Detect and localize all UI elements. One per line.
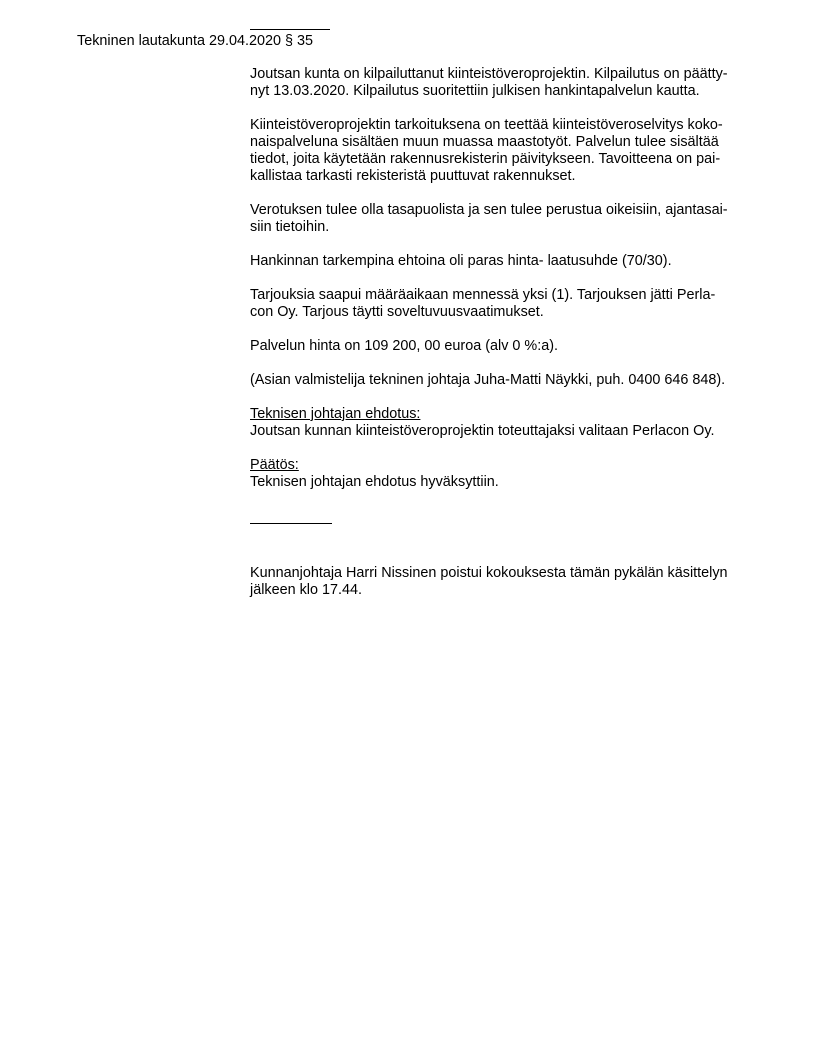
text-line: naispalveluna sisältäen muun muassa maastotyöt. Palvelun tulee sisältää (250, 134, 719, 150)
paragraph-purpose (250, 117, 750, 185)
text-line: Palvelun hinta on 109 200, 00 euroa (alv 0 %:a). (250, 338, 559, 354)
text-line: kallistaa tarkasti rekisteristä puuttuvat rakennukset. (250, 168, 576, 184)
paragraph-terms (250, 253, 750, 270)
proposal-section (250, 406, 750, 440)
paragraph-price (250, 338, 750, 355)
text-line: tiedot, joita käytetään rakennusrekisterin päivitykseen. Tavoitteena on pai- (250, 151, 721, 167)
text-line: Kunnanjohtaja Harri Nissinen poistui kokouksesta tämän pykälän käsittelyn (250, 565, 728, 581)
text-line: Tarjouksia saapui määräaikaan mennessä yksi (1). Tarjouksen jätti Perla- (250, 287, 716, 303)
text-line: Hankinnan tarkempina ehtoina oli paras hinta- laatusuhde (70/30). (250, 253, 672, 269)
paragraph-competition (250, 66, 750, 100)
document-body (250, 66, 750, 598)
text-line: nyt 13.03.2020. Kilpailutus suoritettiin julkisen hankintapalvelun kautta. (250, 83, 700, 99)
text-line: Joutsan kunta on kilpailuttanut kiinteistöveroprojektin. Kilpailutus on päätty- (250, 66, 728, 82)
text-line: (Asian valmistelija tekninen johtaja Juha-Matti Näykki, puh. 0400 646 848). (250, 372, 726, 388)
decision-section (250, 457, 750, 491)
proposal-text: Joutsan kunnan kiinteistöveroprojektin toteuttajaksi valitaan Perlacon Oy. (250, 423, 715, 439)
decision-heading: Päätös: (250, 457, 299, 473)
text-line: jälkeen klo 17.44. (250, 582, 363, 598)
text-line: Verotuksen tulee olla tasapuolista ja sen tulee perustua oikeisiin, ajantasai- (250, 202, 728, 218)
text-line: Kiinteistöveroprojektin tarkoituksena on teettää kiinteistöveroselvitys koko- (250, 117, 723, 133)
proposal-heading: Teknisen johtajan ehdotus: (250, 406, 421, 422)
paragraph-offers (250, 287, 750, 321)
header-rule (250, 29, 330, 30)
paragraph-taxation (250, 202, 750, 236)
paragraph-note (250, 565, 750, 599)
paragraph-preparer (250, 372, 750, 389)
text-line: con Oy. Tarjous täytti soveltuvuusvaatimukset. (250, 304, 544, 320)
document-header: Tekninen lautakunta 29.04.2020 § 35 (77, 33, 314, 49)
decision-text: Teknisen johtajan ehdotus hyväksyttiin. (250, 474, 499, 490)
section-divider (250, 523, 332, 524)
text-line: siin tietoihin. (250, 219, 330, 235)
